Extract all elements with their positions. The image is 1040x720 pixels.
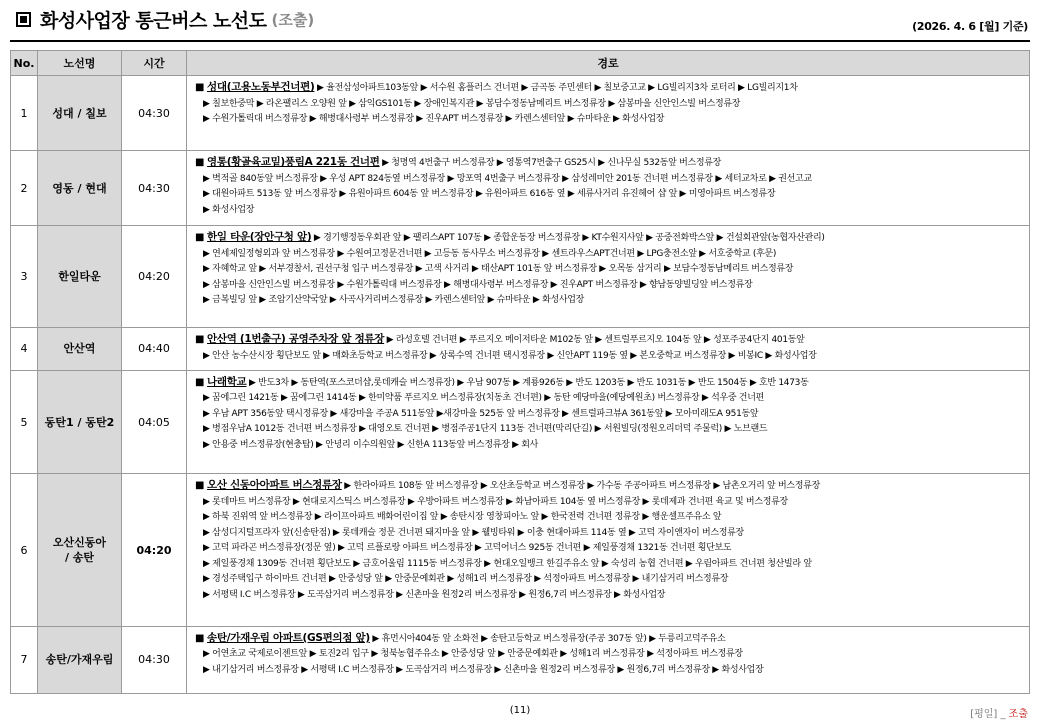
route-path-line	[195, 247, 1025, 263]
route-path-line	[195, 526, 1025, 542]
route-path	[187, 226, 1030, 328]
route-path-line	[195, 495, 1025, 511]
table-row	[11, 226, 1030, 328]
route-stops: ▶ 벽적골 840동앞 버스정류장 ▶ 우성 APT 824동옆 버스정류장 ▶ 망포역 4번출구 버스정류장 ▶ 삼성레미안 201동 건너편 버스정류장 ▶ 세터교차로 ▶ 권선고교	[203, 173, 812, 184]
route-stops: ▶ 한라아파트 108동 앞 버스정류장 ▶ 오산초등학교 버스정류장 ▶ 가수동 주공아파트 버스정류장 ▶ 남촌오거리 앞 버스정류장	[344, 481, 820, 492]
square-bullet-icon: ■	[195, 334, 208, 346]
route-path-line	[195, 422, 1025, 438]
route-table-body	[11, 76, 1030, 694]
route-stops: ▶ 칠보한중막 ▶ 라온팰리스 오양원 앞 ▶ 삼익GS101동 ▶ 장애인복지관 ▶ 봉담수정동남메리트 버스정류장 ▶ 삼봉마을 신안인스빌 버스정류장	[203, 98, 741, 109]
route-path	[187, 151, 1030, 226]
route-path-line	[195, 112, 1025, 128]
route-start-stop: 안산역 (1번출구) 공영주차장 앞 정류장	[207, 333, 385, 346]
route-stops: ▶ 수원가톨릭대 버스정류장 ▶ 해병대사령부 버스정류장 ▶ 진우APT 버스정류장 ▶ 카렌스센터앞 ▶ 슈마타운 ▶ 화성사업장	[203, 114, 665, 124]
route-stops: ▶ 안산 농수산시장 횡단보도 앞 ▶ 매화초등학교 버스정류장 ▶ 상록수역 건너편 택시정류장 ▶ 신안APT 119동 옆 ▶ 본오중학교 버스정류장 ▶ 비봉IC ▶ 화성사업장	[203, 350, 817, 361]
route-stops: ▶ 병점우남A 1012동 건너편 버스정류장 ▶ 대영오토 건너편 ▶ 병점주공1단지 113동 건너편(막리단길) ▶ 서원빌딩(정원오리더덕 주물럭) ▶ 노브랜드	[203, 424, 768, 435]
square-bullet-icon: ■	[195, 480, 208, 492]
route-stops: ▶ 연세제일정형외과 앞 버스정류장 ▶ 수원여고정문건너편 ▶ 고등동 동사무소 버스정류장 ▶ 센트라우스APT건너편 ▶ LPG충전소앞 ▶ 서호중학교 (후문)	[203, 248, 777, 259]
route-start-stop: 한일 타운(장안구청 앞)	[207, 231, 312, 244]
route-start-stop: 영통(황골육교밑)풍림A 221동 건너편	[207, 156, 380, 169]
departure-time: 04:40	[122, 328, 187, 371]
route-stops: ▶ 대원아파트 513동 앞 버스정류장 ▶ 유원아파트 604동 앞 버스정류장 ▶ 유원아파트 616동 옆 ▶ 세류사거리 유진헤어 샵 앞 ▶ 미영아파트 버스정류장	[203, 189, 776, 200]
route-table	[10, 50, 1030, 694]
departure-time: 04:05	[122, 370, 187, 474]
table-row	[11, 370, 1030, 474]
route-name-line: 한일타운	[58, 270, 101, 284]
route-name	[38, 226, 122, 328]
route-path-line	[195, 230, 1025, 247]
route-path-line	[195, 172, 1025, 188]
page-title: 화성사업장 통근버스 노선도	[40, 10, 267, 32]
route-path-line	[195, 293, 1025, 309]
table-row	[11, 151, 1030, 226]
route-stops: ▶ 반도3차 ▶ 동탄역(포스코더샵,롯데캐슬 버스정류장) ▶ 우남 907동 ▶ 계룡926동 ▶ 반도 1203동 ▶ 반도 1031동 ▶ 반도 1504동 ▶ 호반 1473동	[248, 377, 809, 388]
route-name	[38, 474, 122, 626]
route-number: 7	[11, 626, 38, 693]
route-path-line	[195, 80, 1025, 97]
route-path-line	[195, 572, 1025, 588]
route-path-line	[195, 510, 1025, 526]
route-stops: ▶ 화성사업장	[203, 204, 255, 215]
route-name-line: 동탄1 / 동탄2	[44, 415, 115, 429]
route-name-line: / 송탄	[64, 551, 95, 565]
route-path-line	[195, 262, 1025, 278]
route-path-line	[195, 631, 1025, 648]
table-row	[11, 626, 1030, 693]
square-bullet-icon: ■	[195, 82, 208, 93]
route-number: 3	[11, 226, 38, 328]
effective-date: (2026. 4. 6 [월] 기준)	[912, 20, 1028, 33]
route-stops: ▶ 율전삼성아파트103동앞 ▶ 서수원 홈플러스 건너편 ▶ 금곡동 주민센터 ▶ 칠보중고교 ▶ LG빌리지3차 로터리 ▶ LG빌리지1차	[317, 83, 798, 93]
square-bullet-icon: ■	[195, 157, 208, 169]
route-path-line	[195, 375, 1025, 392]
departure-time: 04:30	[122, 151, 187, 226]
route-stops: ▶ 라성호텔 건너편 ▶ 푸르지오 메이저타운 M102동 앞 ▶ 센트럴푸르지오 104동 앞 ▶ 성포주공4단지 401동앞	[386, 335, 805, 346]
route-name-line: 안산역	[63, 342, 96, 356]
square-bullet-icon: ■	[195, 632, 208, 644]
col-header-time: 시간	[122, 51, 187, 76]
route-number: 1	[11, 76, 38, 151]
route-path-line	[195, 438, 1025, 454]
route-stops: ▶ 우남 APT 356동앞 택시정류장 ▶ 새강마을 주공A 511동앞 ▶새강마을 525동 앞 버스정류장 ▶ 센트럴파크뷰A 361동앞 ▶ 모아미래도A 951동앞	[203, 408, 759, 419]
route-path-line	[195, 155, 1025, 172]
route-path	[187, 328, 1030, 371]
departure-time: 04:20	[122, 226, 187, 328]
route-path-line	[195, 541, 1025, 557]
route-name-line: 영동 / 현대	[52, 181, 107, 195]
route-stops: ▶ 금복빌딩 앞 ▶ 조암기산약국앞 ▶ 사곡사거리버스정류장 ▶ 카렌스센터앞 ▶ 슈마타운 ▶ 화성사업장	[203, 295, 585, 306]
table-row	[11, 328, 1030, 371]
route-name	[38, 76, 122, 151]
route-path-line	[195, 332, 1025, 349]
mark-separator: _	[997, 709, 1009, 720]
route-path-line	[195, 278, 1025, 294]
route-name-line: 성대 / 칠보	[52, 106, 107, 120]
route-path-line	[195, 647, 1025, 663]
departure-time: 04:20	[122, 474, 187, 626]
route-number: 6	[11, 474, 38, 626]
route-stops: ▶ 꿈에그린 1421동 ▶ 꿈에그린 1414동 ▶ 한미약품 푸르지오 버스정류장(치동초 건너편) ▶ 동탄 예당마을(예당예원초) 버스정류장 ▶ 석우중 건너편	[203, 393, 764, 404]
route-start-stop: 나래학교	[207, 375, 247, 388]
page-number: (11)	[509, 705, 531, 716]
title-group	[16, 6, 314, 33]
route-stops: ▶ 삼봉마을 신안인스빌 버스정류장 ▶ 수원가톨릭대 버스정류장 ▶ 해병대사령부 버스정류장 ▶ 진우APT 버스정류장 ▶ 향남동양빌딩앞 버스정류장	[203, 279, 753, 290]
route-number: 2	[11, 151, 38, 226]
route-stops: ▶ 경성주택입구 하이마트 건너편 ▶ 안중성당 앞 ▶ 안중문예회관 ▶ 성해1리 버스정류장 ▶ 석정아파트 버스정류장 ▶ 내기삼거리 버스정류장	[203, 574, 729, 585]
route-path-line	[195, 478, 1025, 495]
route-stops: ▶ 자혜학교 앞 ▶ 서부경찰서, 권선구청 입구 버스정류장 ▶ 고색 사거리 ▶ 태산APT 101동 앞 버스정류장 ▶ 오목동 삼거리 ▶ 보담수정동남메리트 버스정류장	[203, 264, 794, 275]
route-path-line	[195, 187, 1025, 203]
table-row	[11, 474, 1030, 626]
route-path-line	[195, 588, 1025, 604]
route-stops: ▶ 경기행정동우회관 앞 ▶ 팰리스APT 107동 ▶ 종합운동장 버스정류장 ▶ KT수원지사앞 ▶ 공중전화박스앞 ▶ 건설회관앞(농협자산관리)	[313, 233, 825, 244]
route-path-line	[195, 663, 1025, 679]
route-path-line	[195, 557, 1025, 573]
route-stops: ▶ 어연초교 국제로이젠트앞 ▶ 토진2리 입구 ▶ 청북농협주유소 ▶ 안중성당 앞 ▶ 안중문예회관 ▶ 성해1리 버스정류장 ▶ 석정아파트 버스정류장	[203, 649, 743, 660]
route-name	[38, 328, 122, 371]
route-stops: ▶ 고덕 파라곤 버스정류장(정문 옆) ▶ 고덕 르플로랑 아파트 버스정류장 ▶ 고덕어너스 925동 건너편 ▶ 제일풍경채 1321동 건너편 횡단보도	[203, 543, 732, 554]
col-header-no: No.	[11, 51, 38, 76]
mark-label: 조출	[1008, 709, 1028, 720]
route-name-line: 오산신동아	[52, 536, 107, 550]
route-stops: ▶ 서평택 I.C 버스정류장 ▶ 도곡삼거리 버스정류장 ▶ 신촌마을 원정2리 버스정류장 ▶ 원정6,7리 버스정류장 ▶ 화성사업장	[203, 589, 666, 600]
route-stops: ▶ 제일풍경채 1309동 건너편 횡단보도 ▶ 금호어울림 1115동 버스정류장 ▶ 현대오일뱅크 한길주유소 앞 ▶ 숙성리 농협 건너편 ▶ 우림아파트 건너편 청산빌라 앞	[203, 558, 812, 569]
mark-prefix: [평일]	[970, 709, 998, 720]
departure-time: 04:30	[122, 76, 187, 151]
col-header-path: 경로	[187, 51, 1030, 76]
route-path-line	[195, 407, 1025, 423]
route-start-stop: 성대(고용노동부건너편)	[207, 81, 315, 93]
table-header-row	[11, 51, 1030, 76]
departure-time: 04:30	[122, 626, 187, 693]
route-path	[187, 626, 1030, 693]
route-name-line: 송탄/가재우림	[45, 653, 114, 667]
header-divider	[10, 40, 1030, 42]
route-stops: ▶ 내기삼거리 버스정류장 ▶ 서평택 I.C 버스정류장 ▶ 도곡삼거리 버스정류장 ▶ 신촌마을 원정2리 버스정류장 ▶ 원정6,7리 버스정류장 ▶ 화성사업장	[203, 664, 764, 675]
route-stops: ▶ 롯데마트 버스정류장 ▶ 현대로지스틱스 버스정류장 ▶ 우방아파트 버스정류장 ▶ 화남아파트 104동 옆 버스정류장 ▶ 롯데제과 건너편 육교 및 버스정류장	[203, 496, 788, 507]
route-stops: ▶ 삼성디지털프라자 앞(신송탄점) ▶ 롯데캐슬 정문 건너편 돼지마을 앞 ▶ 웰빙타워 ▶ 이충 현대아파트 114동 옆 ▶ 고덕 자이앤자이 버스정류장	[203, 527, 744, 538]
schedule-mark	[970, 705, 1028, 720]
page-footer	[0, 705, 1040, 719]
route-start-stop: 송탄/가재우림 아파트(GS편의점 앞)	[207, 631, 370, 644]
page-header	[10, 6, 1030, 36]
square-bullet-icon: ■	[195, 232, 208, 244]
route-path-line	[195, 97, 1025, 113]
route-path	[187, 76, 1030, 151]
col-header-route-name: 노선명	[38, 51, 122, 76]
route-start-stop: 오산 신동아아파트 버스정류장	[207, 479, 342, 492]
route-number: 4	[11, 328, 38, 371]
route-path	[187, 370, 1030, 474]
route-stops: ▶ 청명역 4번출구 버스정류장 ▶ 영통역7번출구 GS25시 ▶ 신나무실 532동앞 버스정류장	[382, 158, 722, 169]
square-bullet-icon	[16, 12, 31, 27]
table-row	[11, 76, 1030, 151]
route-name	[38, 370, 122, 474]
route-name	[38, 151, 122, 226]
page-subtitle: (조출)	[271, 11, 315, 29]
route-name	[38, 626, 122, 693]
route-stops: ▶ 휴먼시아404동 앞 소화전 ▶ 송탄고등학교 버스정류장(주공 307동 앞) ▶ 두릉리고덕주유소	[372, 633, 726, 644]
route-path-line	[195, 203, 1025, 219]
route-path-line	[195, 349, 1025, 365]
route-number: 5	[11, 370, 38, 474]
route-stops: ▶ 하북 진위역 앞 버스정류장 ▶ 라이프아파트 배화어린이집 앞 ▶ 송탄시장 영창피아노 앞 ▶ 한국전력 건너편 정류장 ▶ 행운셀프주유소 앞	[203, 512, 722, 523]
route-stops: ▶ 안용중 버스정류장(현충탑) ▶ 안녕리 이수의원앞 ▶ 신한A 113동앞 버스정류장 ▶ 회사	[203, 439, 539, 450]
route-path	[187, 474, 1030, 626]
square-bullet-icon: ■	[195, 376, 208, 388]
route-path-line	[195, 391, 1025, 407]
